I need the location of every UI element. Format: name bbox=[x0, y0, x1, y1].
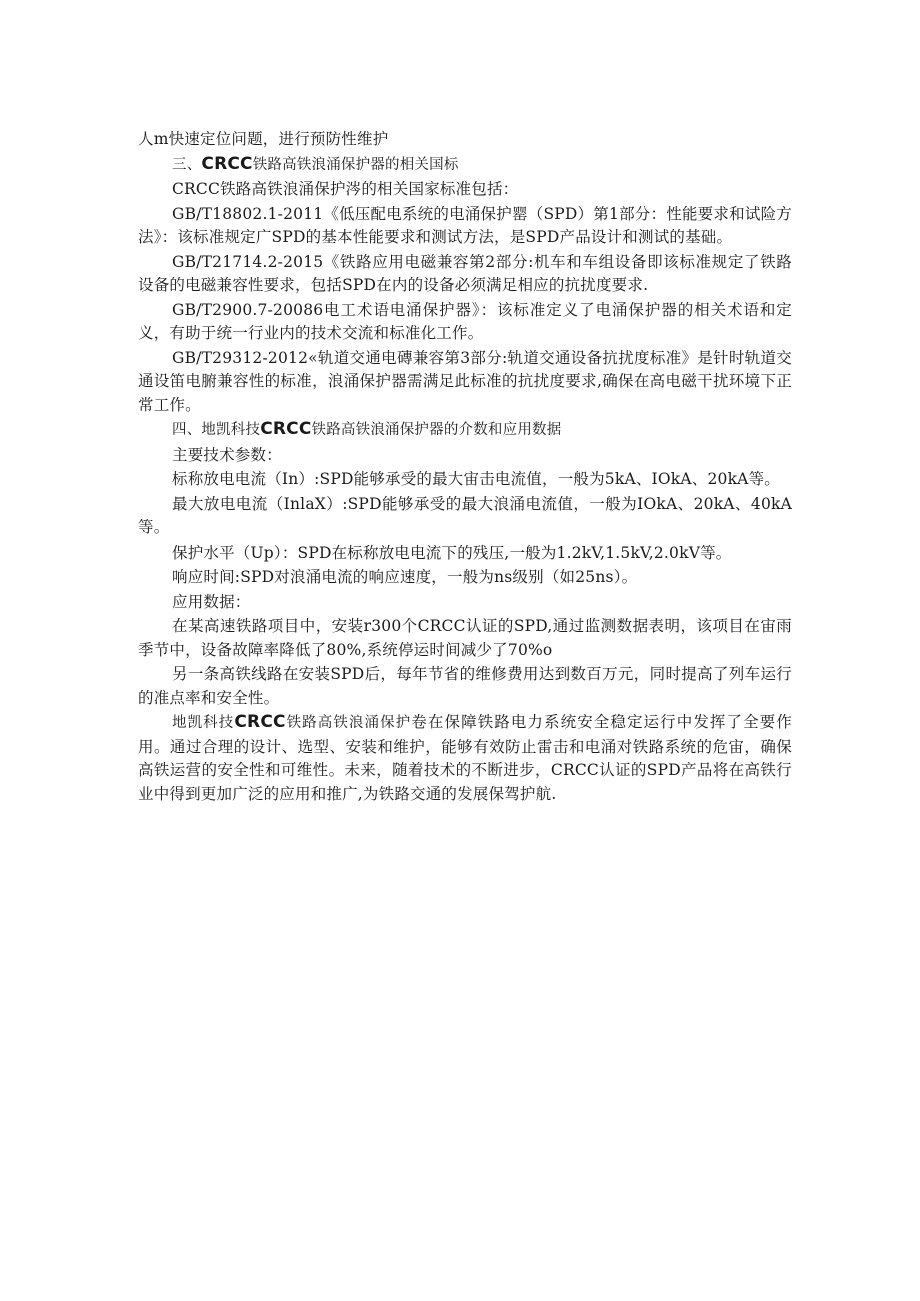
conclusion-lead bbox=[172, 712, 412, 732]
paragraph-params-label: 主要技术参数： bbox=[172, 445, 282, 464]
document-body bbox=[138, 128, 792, 807]
paragraph-standard-1: GB/T18802.1-2011《低压配电系统的电涌保护罂（SPD）第1部分：性能要求和试险方法》：该标准规定广SPD的基本性能要求和测试方法，是SPD产品设计和测试的基础。 bbox=[138, 204, 792, 246]
paragraph-standard-4: GB/T29312-2012«轨道交通电磚兼容第3部分:轨道交通设备抗扰度标准》是针时轨道交通设笛电腑兼容性的标准，浪涌保护器需满足此标准的抗扰度要求,确保在高电磁干扰环境下正常工作。 bbox=[138, 348, 792, 414]
section-heading-4 bbox=[138, 418, 792, 443]
paragraph-app-2: 另一条高铁线路在安装SPD后，每年节省的维修费用达到数百万元，同时提高了列车运行的准点率和安全性。 bbox=[138, 665, 792, 707]
paragraph-standard-3: GB/T2900.7-20086电工术语电涌保护器》：该标准定义了电涌保护器的相关术语和定义，有助于统一行业内的技术交流和标准化工作。 bbox=[138, 300, 792, 342]
conclusion-lead-rest: 铁路高铁浪涌保护 bbox=[285, 715, 412, 731]
conclusion-lead-prefix: 地凯科技 bbox=[172, 715, 235, 731]
paragraph-conclusion bbox=[138, 711, 792, 806]
paragraph-param-up: 保护水平（Up）：SPD在标称放电电流下的残压,一般为1.2kV,1.5kV,2.0kV等。 bbox=[172, 543, 732, 562]
section-heading-3-brand: CRCC bbox=[201, 153, 253, 174]
section-heading-4-brand: CRCC bbox=[260, 419, 312, 439]
paragraph-param-in: 标称放电电流（In）:SPD能够承受的最大宙击电流值，一般为5kA、IOkA、20kA等。 bbox=[172, 470, 780, 488]
conclusion-lead-brand: CRCC bbox=[234, 712, 286, 732]
conclusion-body: 卷在保障铁路电力系统安全稳定运行中发挥了全要作用。通过合理的设计、选型、安装和维护，能够有效防止雷击和电涌对铁路系统的危宙，确保高铁运营的安全性和可维性。未来，随着技术的不断进步，CRCC认证的SPD产品将在高铁行业中得到更加广泛的应用和推广,为铁路交通的发展保驾护航. bbox=[138, 713, 792, 803]
section-heading-3-rest: 铁路高铁浪涌保护器的相关国标 bbox=[252, 156, 459, 173]
paragraph-standard-2: GB/T21714.2-2015《铁路应用电磁兼容第2部分:机车和车组设备即该标准规定了铁路设备的电磁兼容性要求，包括SPD在内的设备必须满足相应的抗扰度要求. bbox=[138, 252, 792, 294]
paragraph-app-1: 在某高速铁路项目中，安装r300个CRCC认证的SPD,通过监测数据表明，该项目在宙雨季节中，设备故障率降低了80%,系统停运时间减少了70%o bbox=[138, 617, 792, 659]
paragraph-param-response: 响应时间:SPD对浪涌电流的响应速度，一般为ns级别（如25ns）。 bbox=[172, 568, 638, 586]
paragraph-app-label: 应用数据： bbox=[172, 592, 251, 611]
paragraph-param-imax: 最大放电电流（InlaX）:SPD能够承受的最大浪涌电流值，一般为IOkA、20kA、40kA等。 bbox=[138, 494, 792, 536]
section-heading-3-prefix: 三、 bbox=[172, 156, 202, 173]
paragraph-intro-tail: 人m快速定位问题，进行预防性维护 bbox=[138, 130, 389, 148]
section-heading-4-prefix: 四、地凯科技 bbox=[172, 422, 261, 438]
section-heading-3 bbox=[138, 153, 792, 178]
paragraph-standards-intro: CRCC铁路高铁浪涌保护涔的相关国家标准包括： bbox=[172, 180, 519, 198]
section-heading-4-rest: 铁路高铁浪涌保护器的介数和应用数据 bbox=[311, 422, 562, 438]
